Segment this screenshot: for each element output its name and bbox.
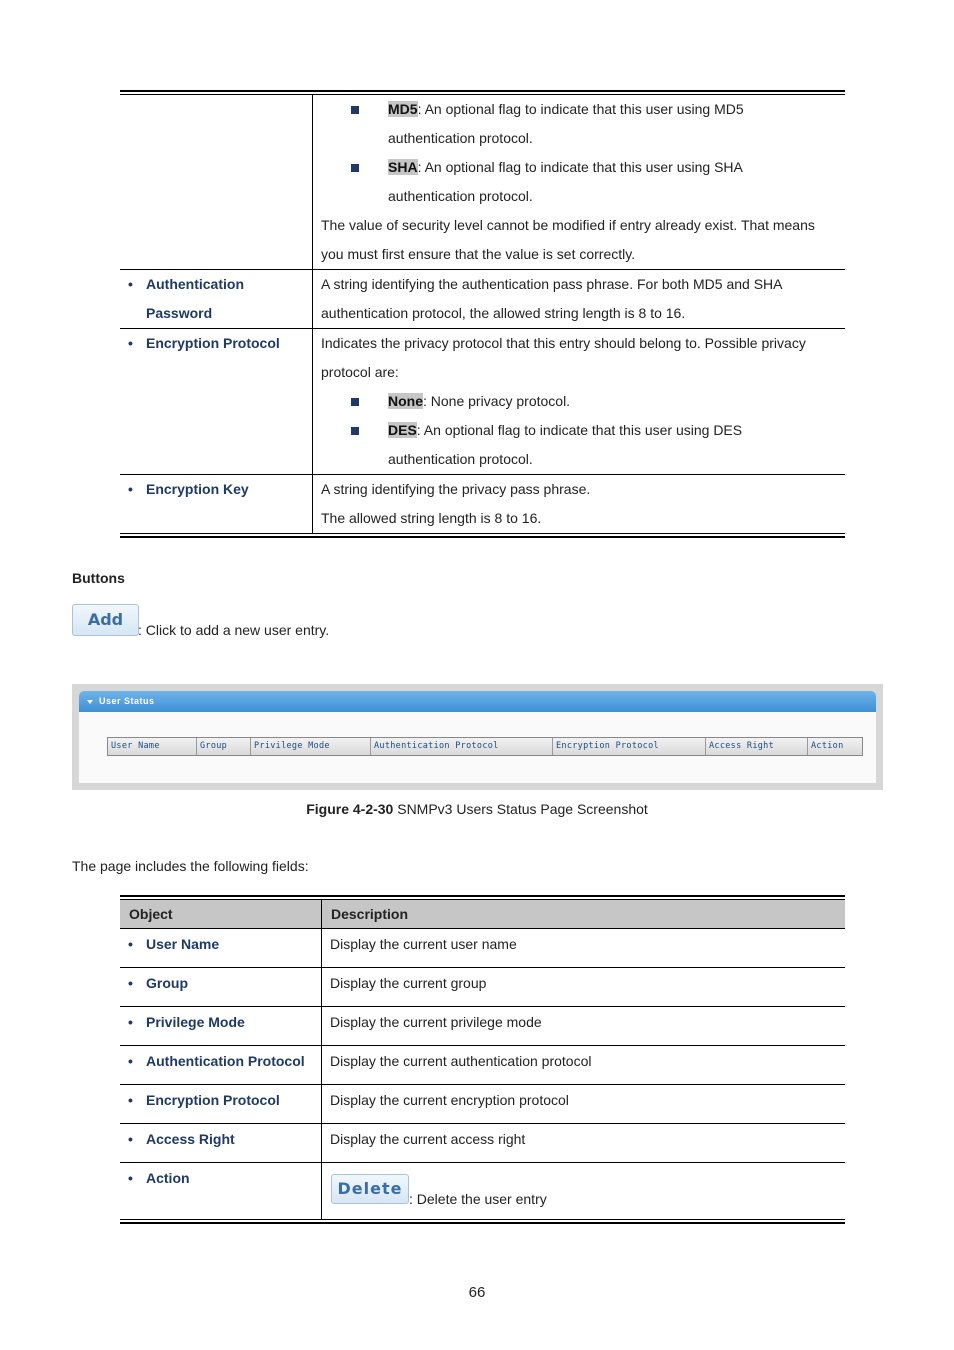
- page-number: 66: [468, 1284, 486, 1301]
- table-row: MD5: An optional flag to indicate that this user using MD5 authentication protocol. SHA: An optional flag to indicate that this user using SHA authentication protocol. The value of security level cannot be modified if entry already exist. That means you must first ensure that the value is set correctly.: [120, 95, 845, 270]
- object-encryption-protocol: • Encryption Protocol: [120, 1089, 321, 1111]
- object-authentication-password: • Authentication: [120, 270, 312, 299]
- security-level-note: The value of security level cannot be modified if entry already exist. That means: [321, 217, 815, 233]
- list-item-md5: MD5: An optional flag to indicate that this user using MD5: [321, 95, 837, 124]
- column-action: Action: [811, 741, 844, 751]
- column-user-name: User Name: [108, 738, 197, 755]
- keyword-md5: MD5: [388, 101, 418, 117]
- table-header: [120, 900, 845, 929]
- table-row: • User Name Display the current user name: [120, 929, 845, 968]
- object-action: • Action: [120, 1167, 321, 1189]
- keyword-des: DES: [388, 422, 417, 438]
- table-bottom-rule: [120, 533, 845, 538]
- delete-button-description: : Delete the user entry: [409, 1191, 547, 1207]
- add-button[interactable]: Add: [72, 604, 139, 636]
- list-item-sha: SHA: An optional flag to indicate that this user using SHA: [321, 153, 837, 182]
- table-bottom-rule: [120, 1219, 845, 1224]
- table-row: • Encryption Key A string identifying the privacy pass phrase. The allowed string length is 8 to 16.: [120, 475, 845, 533]
- column-encryption-protocol: Encryption Protocol: [553, 738, 706, 755]
- header-object: Object: [120, 900, 322, 928]
- table-row: [120, 1163, 845, 1219]
- fields-table: [120, 895, 845, 1224]
- buttons-heading: Buttons: [72, 570, 125, 586]
- intro-text: The page includes the following fields:: [72, 858, 309, 874]
- table-row: • Authentication Password A string identifying the authentication pass phrase. For both MD5 and SHA authentication protocol, the allowed string length is 8 to 16.: [120, 270, 845, 329]
- security-params-table: [120, 90, 845, 538]
- keyword-sha: SHA: [388, 159, 418, 175]
- user-status-table-header: [107, 737, 863, 756]
- table-row: • Authentication Protocol Display the current authentication protocol: [120, 1046, 845, 1085]
- table-row: • Group Display the current group: [120, 968, 845, 1007]
- panel-header[interactable]: [79, 691, 876, 712]
- table-row: • Encryption Protocol Indicates the privacy protocol that this entry should belong to. Possible privacy protocol are: None: None privacy protocol. DES: An optional flag to indicate that this user using DES authentication protocol.: [120, 329, 845, 475]
- panel-title: User Status: [99, 696, 155, 706]
- table-row: • Privilege Mode Display the current privilege mode: [120, 1007, 845, 1046]
- object-privilege-mode: • Privilege Mode: [120, 1011, 321, 1033]
- user-status-screenshot: [72, 684, 883, 790]
- header-description: Description: [331, 906, 409, 922]
- list-item-des: DES: An optional flag to indicate that this user using DES: [321, 416, 837, 445]
- list-item-none: None: None privacy protocol.: [321, 387, 837, 416]
- table-row: • Access Right Display the current access right: [120, 1124, 845, 1163]
- figure-caption: Figure 4-2-30 SNMPv3 Users Status Page Screenshot: [306, 801, 648, 817]
- column-privilege-mode: Privilege Mode: [251, 738, 371, 755]
- object-authentication-protocol: • Authentication Protocol: [120, 1050, 321, 1072]
- column-group: Group: [197, 738, 251, 755]
- column-access-right: Access Right: [706, 738, 808, 755]
- delete-button[interactable]: Delete: [331, 1174, 409, 1204]
- collapse-arrow-icon[interactable]: [87, 700, 93, 704]
- column-authentication-protocol: Authentication Protocol: [371, 738, 553, 755]
- table-row: • Encryption Protocol Display the current encryption protocol: [120, 1085, 845, 1124]
- object-user-name: • User Name: [120, 933, 321, 955]
- keyword-none: None: [388, 393, 423, 409]
- figure-label: Figure 4-2-30: [306, 801, 394, 817]
- object-access-right: • Access Right: [120, 1128, 321, 1150]
- add-button-description: : Click to add a new user entry.: [138, 622, 330, 638]
- object-encryption-protocol: • Encryption Protocol: [120, 329, 312, 358]
- object-group: • Group: [120, 972, 321, 994]
- user-status-panel: [79, 691, 876, 783]
- object-encryption-key: • Encryption Key: [120, 475, 312, 504]
